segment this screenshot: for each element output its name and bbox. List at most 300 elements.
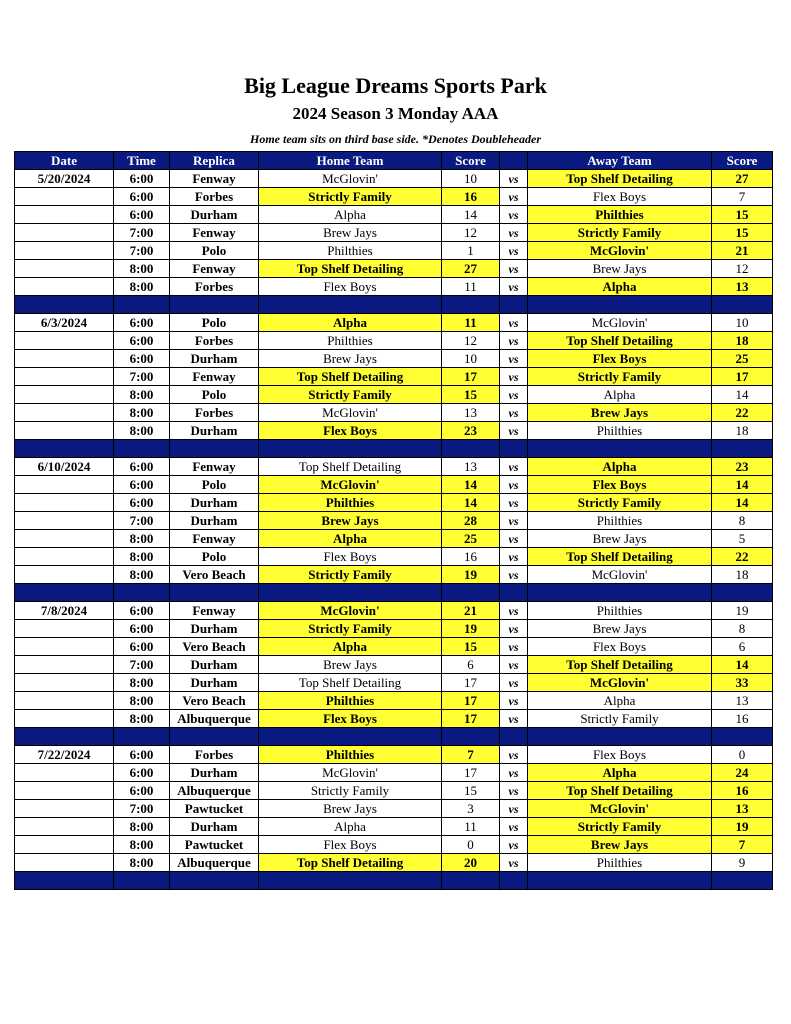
replica-cell: Forbes — [170, 278, 259, 296]
home-score-cell: 6 — [442, 656, 500, 674]
separator-cell — [114, 728, 170, 746]
separator-cell — [528, 440, 712, 458]
away-score-cell: 13 — [712, 278, 773, 296]
date-cell — [15, 386, 114, 404]
date-cell — [15, 422, 114, 440]
date-cell — [15, 638, 114, 656]
time-cell: 7:00 — [114, 800, 170, 818]
away-team-cell: Brew Jays — [528, 620, 712, 638]
time-cell: 8:00 — [114, 836, 170, 854]
game-row — [15, 188, 773, 206]
home-team-cell: Flex Boys — [259, 836, 442, 854]
game-row — [15, 332, 773, 350]
replica-cell: Forbes — [170, 404, 259, 422]
game-row — [15, 350, 773, 368]
home-score-cell: 11 — [442, 314, 500, 332]
away-team-cell: Brew Jays — [528, 530, 712, 548]
date-cell — [15, 566, 114, 584]
home-team-cell: Alpha — [259, 530, 442, 548]
separator-cell — [500, 728, 528, 746]
vs-cell: vs — [500, 692, 528, 710]
away-score-cell: 21 — [712, 242, 773, 260]
vs-cell: vs — [500, 512, 528, 530]
time-cell: 7:00 — [114, 512, 170, 530]
away-score-cell: 16 — [712, 782, 773, 800]
date-cell — [15, 404, 114, 422]
time-cell: 7:00 — [114, 656, 170, 674]
separator-cell — [259, 296, 442, 314]
replica-cell: Pawtucket — [170, 800, 259, 818]
game-row — [15, 800, 773, 818]
separator-cell — [500, 872, 528, 890]
game-row — [15, 494, 773, 512]
vs-cell: vs — [500, 206, 528, 224]
away-team-cell: Top Shelf Detailing — [528, 170, 712, 188]
replica-cell: Pawtucket — [170, 836, 259, 854]
game-row — [15, 710, 773, 728]
replica-cell: Albuquerque — [170, 854, 259, 872]
vs-cell: vs — [500, 620, 528, 638]
home-team-cell: Philthies — [259, 332, 442, 350]
away-team-cell: Philthies — [528, 512, 712, 530]
header-away-score: Score — [712, 152, 773, 170]
time-cell: 6:00 — [114, 458, 170, 476]
time-cell: 8:00 — [114, 278, 170, 296]
time-cell: 6:00 — [114, 494, 170, 512]
vs-cell: vs — [500, 458, 528, 476]
replica-cell: Fenway — [170, 170, 259, 188]
time-cell: 8:00 — [114, 710, 170, 728]
vs-cell: vs — [500, 260, 528, 278]
header-row — [15, 152, 773, 170]
home-score-cell: 14 — [442, 476, 500, 494]
away-team-cell: Strictly Family — [528, 368, 712, 386]
home-team-cell: Alpha — [259, 638, 442, 656]
away-team-cell: Flex Boys — [528, 746, 712, 764]
home-team-cell: Alpha — [259, 314, 442, 332]
away-score-cell: 15 — [712, 224, 773, 242]
replica-cell: Vero Beach — [170, 638, 259, 656]
away-score-cell: 13 — [712, 692, 773, 710]
game-row — [15, 674, 773, 692]
replica-cell: Forbes — [170, 332, 259, 350]
header-time: Time — [114, 152, 170, 170]
date-cell — [15, 710, 114, 728]
away-score-cell: 18 — [712, 332, 773, 350]
game-row — [15, 422, 773, 440]
away-team-cell: Alpha — [528, 386, 712, 404]
away-score-cell: 7 — [712, 836, 773, 854]
separator-cell — [712, 440, 773, 458]
separator-cell — [259, 872, 442, 890]
away-team-cell: McGlovin' — [528, 314, 712, 332]
away-score-cell: 10 — [712, 314, 773, 332]
away-score-cell: 33 — [712, 674, 773, 692]
home-score-cell: 14 — [442, 206, 500, 224]
home-score-cell: 21 — [442, 602, 500, 620]
vs-cell: vs — [500, 332, 528, 350]
game-row — [15, 512, 773, 530]
time-cell: 6:00 — [114, 170, 170, 188]
schedule-body — [15, 170, 773, 890]
separator-cell — [259, 440, 442, 458]
away-team-cell: Strictly Family — [528, 710, 712, 728]
home-team-cell: Philthies — [259, 692, 442, 710]
away-score-cell: 22 — [712, 548, 773, 566]
replica-cell: Durham — [170, 764, 259, 782]
vs-cell: vs — [500, 224, 528, 242]
replica-cell: Albuquerque — [170, 782, 259, 800]
home-team-cell: McGlovin' — [259, 476, 442, 494]
away-team-cell: Brew Jays — [528, 404, 712, 422]
replica-cell: Durham — [170, 206, 259, 224]
game-row — [15, 530, 773, 548]
date-cell: 6/10/2024 — [15, 458, 114, 476]
time-cell: 8:00 — [114, 422, 170, 440]
replica-cell: Polo — [170, 242, 259, 260]
date-cell — [15, 278, 114, 296]
separator-cell — [114, 584, 170, 602]
separator-cell — [442, 584, 500, 602]
time-cell: 6:00 — [114, 476, 170, 494]
separator-cell — [15, 728, 114, 746]
date-cell — [15, 656, 114, 674]
home-score-cell: 13 — [442, 404, 500, 422]
game-row — [15, 242, 773, 260]
date-cell — [15, 494, 114, 512]
away-team-cell: Brew Jays — [528, 836, 712, 854]
vs-cell: vs — [500, 386, 528, 404]
time-cell: 7:00 — [114, 224, 170, 242]
game-row — [15, 692, 773, 710]
separator-cell — [114, 296, 170, 314]
vs-cell: vs — [500, 278, 528, 296]
away-score-cell: 22 — [712, 404, 773, 422]
away-team-cell: Philthies — [528, 854, 712, 872]
vs-cell: vs — [500, 674, 528, 692]
date-cell — [15, 188, 114, 206]
home-team-cell: Strictly Family — [259, 386, 442, 404]
away-score-cell: 8 — [712, 512, 773, 530]
away-score-cell: 8 — [712, 620, 773, 638]
replica-cell: Fenway — [170, 368, 259, 386]
away-score-cell: 27 — [712, 170, 773, 188]
date-cell — [15, 350, 114, 368]
separator-cell — [442, 872, 500, 890]
vs-cell: vs — [500, 242, 528, 260]
vs-cell: vs — [500, 656, 528, 674]
home-team-cell: Brew Jays — [259, 224, 442, 242]
replica-cell: Durham — [170, 350, 259, 368]
separator-cell — [528, 296, 712, 314]
date-cell — [15, 530, 114, 548]
away-score-cell: 13 — [712, 800, 773, 818]
home-score-cell: 16 — [442, 548, 500, 566]
home-score-cell: 27 — [442, 260, 500, 278]
time-cell: 8:00 — [114, 404, 170, 422]
date-cell — [15, 548, 114, 566]
home-score-cell: 3 — [442, 800, 500, 818]
vs-cell: vs — [500, 530, 528, 548]
replica-cell: Fenway — [170, 602, 259, 620]
away-team-cell: Brew Jays — [528, 260, 712, 278]
vs-cell: vs — [500, 746, 528, 764]
away-score-cell: 12 — [712, 260, 773, 278]
away-score-cell: 9 — [712, 854, 773, 872]
header-date: Date — [15, 152, 114, 170]
home-score-cell: 17 — [442, 710, 500, 728]
home-team-cell: Strictly Family — [259, 782, 442, 800]
home-score-cell: 19 — [442, 620, 500, 638]
home-score-cell: 15 — [442, 386, 500, 404]
away-team-cell: Strictly Family — [528, 494, 712, 512]
header-home-team: Home Team — [259, 152, 442, 170]
away-score-cell: 14 — [712, 494, 773, 512]
vs-cell: vs — [500, 566, 528, 584]
home-team-cell: Strictly Family — [259, 620, 442, 638]
replica-cell: Durham — [170, 494, 259, 512]
home-team-cell: Philthies — [259, 494, 442, 512]
home-team-cell: Brew Jays — [259, 800, 442, 818]
separator-cell — [15, 872, 114, 890]
home-team-cell: Philthies — [259, 242, 442, 260]
home-team-cell: Top Shelf Detailing — [259, 368, 442, 386]
home-team-cell: Flex Boys — [259, 710, 442, 728]
away-team-cell: Flex Boys — [528, 638, 712, 656]
away-score-cell: 23 — [712, 458, 773, 476]
home-team-cell: Strictly Family — [259, 188, 442, 206]
away-team-cell: Top Shelf Detailing — [528, 548, 712, 566]
date-cell — [15, 854, 114, 872]
date-cell — [15, 224, 114, 242]
replica-cell: Fenway — [170, 530, 259, 548]
away-score-cell: 19 — [712, 818, 773, 836]
home-score-cell: 19 — [442, 566, 500, 584]
date-cell — [15, 674, 114, 692]
away-team-cell: McGlovin' — [528, 800, 712, 818]
page-title: Big League Dreams Sports Park — [244, 73, 547, 98]
time-cell: 8:00 — [114, 692, 170, 710]
home-team-cell: Alpha — [259, 818, 442, 836]
game-row — [15, 818, 773, 836]
home-team-cell: McGlovin' — [259, 404, 442, 422]
separator-cell — [170, 584, 259, 602]
replica-cell: Vero Beach — [170, 566, 259, 584]
game-row — [15, 782, 773, 800]
time-cell: 8:00 — [114, 260, 170, 278]
home-score-cell: 11 — [442, 278, 500, 296]
home-team-cell: Flex Boys — [259, 422, 442, 440]
date-cell — [15, 242, 114, 260]
home-score-cell: 11 — [442, 818, 500, 836]
home-score-cell: 10 — [442, 170, 500, 188]
replica-cell: Durham — [170, 818, 259, 836]
vs-cell: vs — [500, 350, 528, 368]
header-away-team: Away Team — [528, 152, 712, 170]
vs-cell: vs — [500, 476, 528, 494]
home-score-cell: 12 — [442, 224, 500, 242]
game-row — [15, 278, 773, 296]
separator-cell — [712, 872, 773, 890]
vs-cell: vs — [500, 548, 528, 566]
game-row — [15, 854, 773, 872]
separator-cell — [528, 728, 712, 746]
home-score-cell: 15 — [442, 638, 500, 656]
away-team-cell: Flex Boys — [528, 350, 712, 368]
separator-cell — [170, 440, 259, 458]
home-score-cell: 14 — [442, 494, 500, 512]
time-cell: 6:00 — [114, 314, 170, 332]
game-row — [15, 656, 773, 674]
schedule-table — [14, 151, 773, 890]
game-row — [15, 836, 773, 854]
away-score-cell: 25 — [712, 350, 773, 368]
date-cell — [15, 332, 114, 350]
vs-cell: vs — [500, 404, 528, 422]
game-row — [15, 620, 773, 638]
time-cell: 6:00 — [114, 782, 170, 800]
time-cell: 6:00 — [114, 350, 170, 368]
time-cell: 8:00 — [114, 674, 170, 692]
home-team-cell: McGlovin' — [259, 764, 442, 782]
away-team-cell: Alpha — [528, 764, 712, 782]
home-team-cell: Brew Jays — [259, 350, 442, 368]
away-score-cell: 14 — [712, 386, 773, 404]
vs-cell: vs — [500, 314, 528, 332]
away-team-cell: Top Shelf Detailing — [528, 656, 712, 674]
time-cell: 6:00 — [114, 764, 170, 782]
week-separator — [15, 296, 773, 314]
header-replica: Replica — [170, 152, 259, 170]
game-row — [15, 764, 773, 782]
away-score-cell: 17 — [712, 368, 773, 386]
replica-cell: Fenway — [170, 224, 259, 242]
date-cell: 5/20/2024 — [15, 170, 114, 188]
away-score-cell: 6 — [712, 638, 773, 656]
replica-cell: Durham — [170, 512, 259, 530]
separator-cell — [15, 584, 114, 602]
away-team-cell: McGlovin' — [528, 566, 712, 584]
away-team-cell: Alpha — [528, 458, 712, 476]
date-cell: 6/3/2024 — [15, 314, 114, 332]
separator-cell — [528, 872, 712, 890]
home-score-cell: 13 — [442, 458, 500, 476]
time-cell: 8:00 — [114, 854, 170, 872]
home-score-cell: 15 — [442, 782, 500, 800]
game-row — [15, 638, 773, 656]
separator-cell — [500, 296, 528, 314]
vs-cell: vs — [500, 710, 528, 728]
time-cell: 8:00 — [114, 386, 170, 404]
home-team-cell: Alpha — [259, 206, 442, 224]
date-cell — [15, 782, 114, 800]
replica-cell: Polo — [170, 476, 259, 494]
header-vs — [500, 152, 528, 170]
date-cell — [15, 800, 114, 818]
game-row — [15, 458, 773, 476]
vs-cell: vs — [500, 638, 528, 656]
date-cell — [15, 512, 114, 530]
home-score-cell: 1 — [442, 242, 500, 260]
time-cell: 6:00 — [114, 206, 170, 224]
replica-cell: Durham — [170, 620, 259, 638]
date-cell — [15, 692, 114, 710]
away-score-cell: 14 — [712, 656, 773, 674]
separator-cell — [259, 728, 442, 746]
vs-cell: vs — [500, 170, 528, 188]
replica-cell: Durham — [170, 674, 259, 692]
replica-cell: Polo — [170, 314, 259, 332]
time-cell: 6:00 — [114, 188, 170, 206]
home-score-cell: 17 — [442, 692, 500, 710]
time-cell: 8:00 — [114, 548, 170, 566]
date-cell — [15, 260, 114, 278]
vs-cell: vs — [500, 836, 528, 854]
home-score-cell: 10 — [442, 350, 500, 368]
separator-cell — [442, 296, 500, 314]
away-score-cell: 19 — [712, 602, 773, 620]
vs-cell: vs — [500, 368, 528, 386]
vs-cell: vs — [500, 800, 528, 818]
separator-cell — [712, 584, 773, 602]
time-cell: 8:00 — [114, 818, 170, 836]
home-score-cell: 17 — [442, 764, 500, 782]
replica-cell: Fenway — [170, 458, 259, 476]
away-team-cell: Top Shelf Detailing — [528, 782, 712, 800]
separator-cell — [170, 728, 259, 746]
date-cell — [15, 206, 114, 224]
week-separator — [15, 728, 773, 746]
away-team-cell: Philthies — [528, 206, 712, 224]
separator-cell — [259, 584, 442, 602]
time-cell: 6:00 — [114, 746, 170, 764]
game-row — [15, 314, 773, 332]
home-team-cell: Top Shelf Detailing — [259, 674, 442, 692]
away-team-cell: Alpha — [528, 278, 712, 296]
date-cell — [15, 836, 114, 854]
replica-cell: Forbes — [170, 188, 259, 206]
home-score-cell: 0 — [442, 836, 500, 854]
time-cell: 8:00 — [114, 530, 170, 548]
separator-cell — [170, 872, 259, 890]
game-row — [15, 404, 773, 422]
vs-cell: vs — [500, 782, 528, 800]
replica-cell: Fenway — [170, 260, 259, 278]
game-row — [15, 476, 773, 494]
away-team-cell: McGlovin' — [528, 242, 712, 260]
home-score-cell: 16 — [442, 188, 500, 206]
time-cell: 6:00 — [114, 638, 170, 656]
date-cell — [15, 818, 114, 836]
away-score-cell: 5 — [712, 530, 773, 548]
vs-cell: vs — [500, 764, 528, 782]
week-separator — [15, 584, 773, 602]
home-team-cell: Top Shelf Detailing — [259, 458, 442, 476]
vs-cell: vs — [500, 188, 528, 206]
away-score-cell: 7 — [712, 188, 773, 206]
home-team-cell: Top Shelf Detailing — [259, 854, 442, 872]
home-score-cell: 28 — [442, 512, 500, 530]
away-team-cell: Flex Boys — [528, 188, 712, 206]
game-row — [15, 368, 773, 386]
away-score-cell: 18 — [712, 566, 773, 584]
separator-cell — [528, 584, 712, 602]
home-team-cell: Brew Jays — [259, 512, 442, 530]
home-score-cell: 7 — [442, 746, 500, 764]
away-score-cell: 24 — [712, 764, 773, 782]
vs-cell: vs — [500, 818, 528, 836]
away-team-cell: Top Shelf Detailing — [528, 332, 712, 350]
